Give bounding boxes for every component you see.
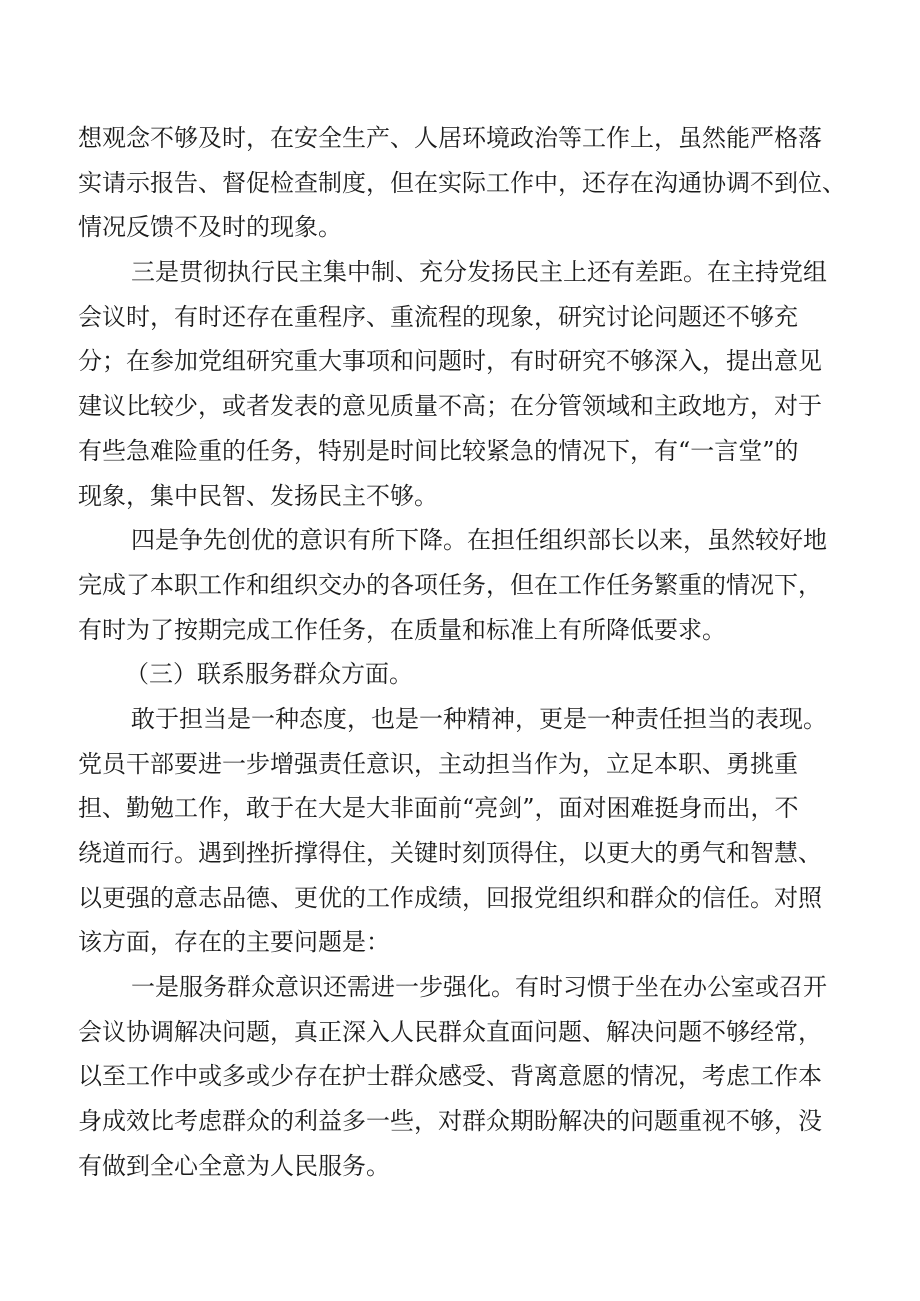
text-line: 会议时，有时还存在重程序、重流程的现象，研究讨论问题还不够充 [78, 302, 798, 331]
text-line: 会议协调解决问题，真正深入人民群众直面问题、解决问题不够经常， [78, 1017, 822, 1046]
text-line: 想观念不够及时，在安全生产、人居环境政治等工作上，虽然能严格落 [78, 124, 822, 152]
text-line: 有时为了按期完成工作任务，在质量和标准上有所降低要求。 [78, 615, 726, 644]
text-line: 绕道而行。遇到挫折撑得住，关键时刻顶得住，以更大的勇气和智慧、 [78, 839, 822, 867]
text-line: 以更强的意志品德、更优的工作成绩，回报党组织和群众的信任。对照 [78, 883, 822, 912]
text-line: 建议比较少，或者发表的意见质量不高；在分管领域和主政地方，对于 [78, 392, 822, 421]
text-line: 该方面，存在的主要问题是： [78, 928, 390, 957]
text-line: 担、勤勉工作，敢于在大是大非面前“亮剑”，面对困难挺身而出，不 [78, 794, 799, 823]
text-line: 分；在参加党组研究重大事项和问题时，有时研究不够深入，提出意见 [78, 347, 822, 376]
section-heading: （三）联系服务群众方面。 [125, 660, 413, 689]
paragraph-first-line: 一是服务群众意识还需进一步强化。有时习惯于坐在办公室或召开 [131, 973, 827, 1002]
text-line: 有做到全心全意为人民服务。 [78, 1151, 390, 1180]
text-line: 党员干部要进一步增强责任意识，主动担当作为，立足本职、勇挑重 [78, 749, 798, 778]
text-line: 以至工作中或多或少存在护士群众感受、背离意愿的情况，考虑工作本 [78, 1062, 822, 1091]
text-line: 身成效比考虑群众的利益多一些，对群众期盼解决的问题重视不够，没 [78, 1107, 822, 1136]
paragraph-first-line: 敢于担当是一种态度，也是一种精神，更是一种责任担当的表现。 [131, 704, 827, 733]
document-body [78, 116, 868, 1189]
text-line: 完成了本职工作和组织交办的各项任务，但在工作任务繁重的情况下， [78, 570, 822, 599]
text-line: 情况反馈不及时的现象。 [78, 213, 342, 242]
paragraph-first-line: 三是贯彻执行民主集中制、充分发扬民主上还有差距。在主持党组 [131, 258, 827, 287]
text-line: 实请示报告、督促检查制度，但在实际工作中，还存在沟通协调不到位、 [78, 168, 846, 197]
paragraph-first-line: 四是争先创优的意识有所下降。在担任组织部长以来，虽然较好地 [131, 526, 827, 555]
text-line: 现象，集中民智、发扬民主不够。 [78, 481, 438, 510]
text-line: 有些急难险重的任务，特别是时间比较紧急的情况下，有“一言堂”的 [78, 436, 799, 465]
